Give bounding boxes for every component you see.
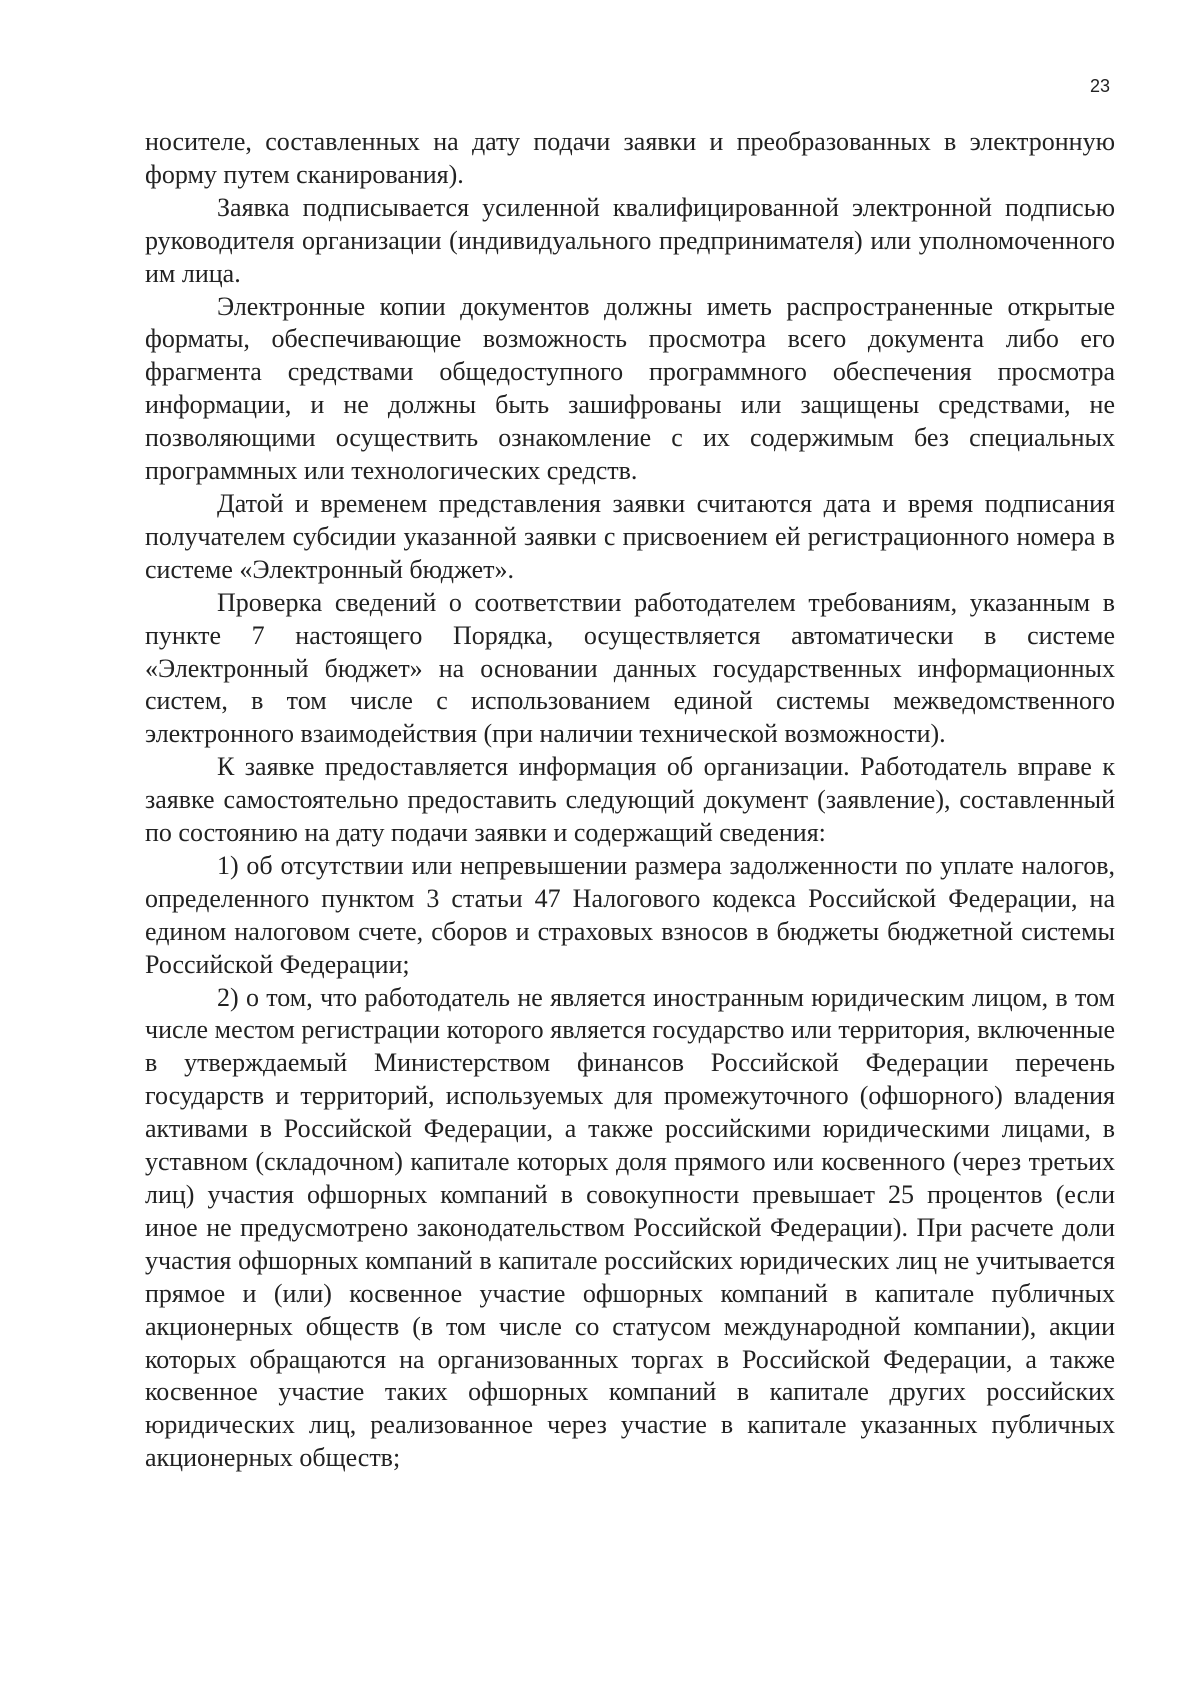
- list-item-1: 1) об отсутствии или непревышении размера задолженности по уплате налогов, определенного пунктом 3 статьи 47 Налогового кодекса Российской Федерации, на едином налоговом счете, сборов и страховых взносов в бюджеты бюджетной системы Российской Федерации;: [145, 850, 1115, 979]
- paragraph-electronic-copies: Электронные копии документов должны иметь распространенные открытые форматы, обеспечивающие возможность просмотра всего документа либо его фрагмента средствами общедоступного программного обеспечения просмотра информации, и не должны быть зашифрованы или защищены средствами, не позволяющими осуществить ознакомление с их содержимым без специальных программных или технологических средств.: [145, 291, 1115, 486]
- list-item-2: 2) о том, что работодатель не является иностранным юридическим лицом, в том числе местом регистрации которого является государство или территория, включенные в утверждаемый Министерством финансов Российской Федерации перечень государств и территорий, используемых для промежуточного (офшорного) владения активами в Российской Федерации, а также российскими юридическими лицами, в уставном (складочном) капитале которых доля прямого или косвенного (через третьих лиц) участия офшорных компаний в совокупности превышает 25 процентов (если иное не предусмотрено законодательством Российской Федерации). При расчете доли участия офшорных компаний в капитале российских юридических лиц не учитывается прямое и (или) косвенное участие офшорных компаний в капитале публичных акционерных обществ (в том числе со статусом международной компании), акции которых обращаются на организованных торгах в Российской Федерации, а также косвенное участие таких офшорных компаний в капитале других российских юридических лиц, реализованное через участие в капитале указанных публичных акционерных обществ;: [145, 982, 1115, 1473]
- page-number: 23: [1089, 76, 1110, 96]
- paragraph-signature: Заявка подписывается усиленной квалифицированной электронной подписью руководителя организации (индивидуального предпринимателя) или уполномоченного им лица.: [145, 192, 1115, 288]
- document-body: [145, 126, 1115, 1475]
- paragraph-verification: Проверка сведений о соответствии работодателем требованиям, указанным в пункте 7 настоящего Порядка, осуществляется автоматически в системе «Электронный бюджет» на основании данных государственных информационных систем, в том числе с использованием единой системы межведомственного электронного взаимодействия (при наличии технической возможности).: [145, 587, 1115, 749]
- paragraph-submission-date: Датой и временем представления заявки считаются дата и время подписания получателем субсидии указанной заявки с присвоением ей регистрационного номера в системе «Электронный бюджет».: [145, 488, 1115, 584]
- paragraph-organization-info: К заявке предоставляется информация об организации. Работодатель вправе к заявке самостоятельно предоставить следующий документ (заявление), составленный по состоянию на дату подачи заявки и содержащий сведения:: [145, 752, 1115, 848]
- paragraph-continuation: носителе, составленных на дату подачи заявки и преобразованных в электронную форму путем сканирования).: [145, 127, 1115, 189]
